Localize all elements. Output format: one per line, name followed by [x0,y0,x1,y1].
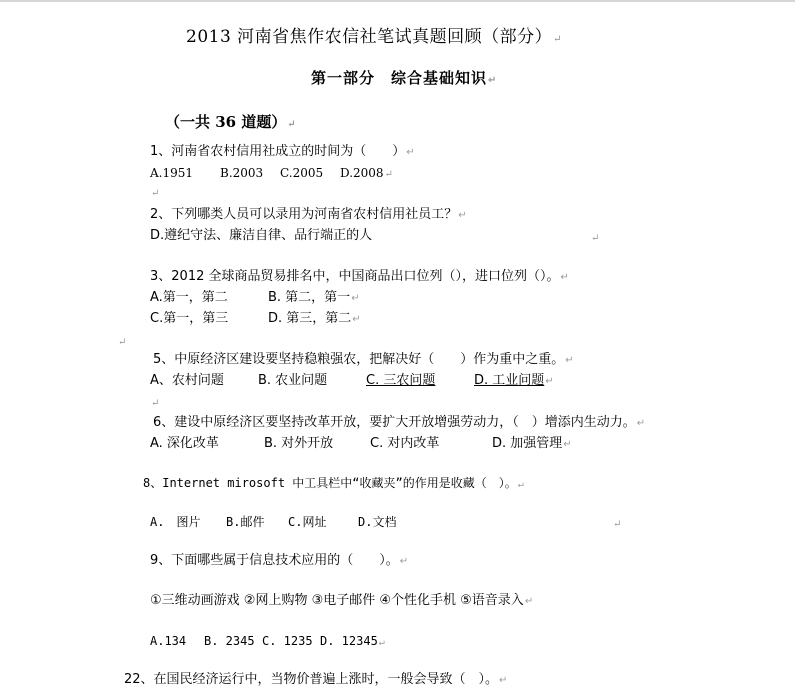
section-heading-text: 第一部分 综合基础知识 [311,69,488,87]
paragraph-mark: ↵ [591,233,600,244]
empty-paragraph [590,230,599,247]
question-5-text: 5、中原经济区建设要坚持稳粮强农，把解决好（ ）作为重中之重。 [153,352,565,367]
option-d: D.文档 [358,515,397,529]
paragraph-mark: ↵ [384,169,393,180]
option-c: C.网址 [288,515,327,529]
question-2-answer-text: D.遵纪守法、廉洁自律、品行端正的人 [150,228,373,243]
document-title [186,27,562,50]
question-2-text: 2、下列哪类人员可以录用为河南省农村信用社员工？ [150,207,458,222]
option-a: A. 深化改革 [150,436,219,451]
empty-paragraph [150,395,159,412]
question-8-options [150,514,396,530]
paragraph-mark: ↵ [553,34,563,45]
option-a: A、农村问题 [150,373,224,388]
question-9-stem [150,553,408,570]
section-heading [311,69,497,90]
question-1-text: 1、河南省农村信用社成立的时间为（ ） [150,144,406,159]
paragraph-mark: ↵ [352,314,361,325]
document-title-text: 2013 河南省焦作农信社笔试真题回顾（部分） [186,27,553,47]
question-count-text: （一共 36 道题） [165,113,287,131]
question-22-text: 22、在国民经济运行中，当物价普遍上涨时，一般会导致（ ）。 [124,672,499,687]
question-9-items [150,593,533,610]
paragraph-mark: ↵ [351,293,360,304]
option-d: D. 加强管理 [492,436,563,451]
option-a: A.第一，第二 [150,290,228,305]
question-8-stem [143,475,524,493]
paragraph-mark: ↵ [151,398,160,409]
paragraph-mark: ↵ [118,337,127,348]
question-6-text: 6、建设中原经济区要坚持改革开放，要扩大开放增强劳动力，（ ）增添内生动力。 [153,415,636,430]
question-2-answer [150,228,372,244]
paragraph-mark: ↵ [545,376,554,387]
option-c: C. 三农问题 [366,373,436,388]
option-d: D. 第三，第二 [268,311,352,326]
option-d: D. 12345 [320,634,378,648]
option-a: A.1951 [150,166,194,180]
option-d: D.2008 [340,166,384,180]
question-9-items-text: ①三维动画游戏 ②网上购物 ③电子邮件 ④个性化手机 ⑤语音录入 [150,593,524,608]
paragraph-mark: ↵ [560,272,569,283]
question-3-stem [150,269,569,286]
option-c: C. 1235 [262,634,313,648]
option-d: D. 工业问题 [474,373,545,388]
question-3-options-row-2 [150,311,361,328]
question-8-text: 8、Internet mirosoft 中工具栏中“收藏夹”的作用是收藏（ ）。 [143,476,517,490]
question-9-text: 9、下面哪些属于信息技术应用的（ ）。 [150,553,399,568]
option-c: C. 对内改革 [370,436,440,451]
paragraph-mark: ↵ [406,147,415,158]
question-5-options [150,373,554,390]
paragraph-mark: ↵ [499,675,508,686]
option-b: B.邮件 [226,515,265,529]
question-5-stem [153,352,574,369]
paragraph-mark: ↵ [378,637,385,648]
option-b: B. 对外开放 [264,436,334,451]
option-b: B. 2345 [204,634,255,648]
paragraph-mark: ↵ [613,519,622,530]
question-6-options [150,436,572,453]
option-b: B. 第二，第一 [268,290,351,305]
paragraph-mark: ↵ [563,439,572,450]
option-a: A.134 [150,634,187,648]
option-c: C.2005 [280,166,324,180]
page-top-edge [0,0,795,2]
paragraph-mark: ↵ [517,479,524,490]
question-2-stem [150,207,467,224]
paragraph-mark: ↵ [458,210,467,221]
paragraph-mark: ↵ [399,556,409,567]
paragraph-mark: ↵ [524,596,534,607]
question-3-options-row-1 [150,290,360,307]
question-6-stem [153,415,645,432]
paragraph-mark: ↵ [565,355,574,366]
paragraph-mark: ↵ [151,188,160,199]
option-b: B.2003 [220,166,264,180]
option-a: A. 图片 [150,515,201,529]
paragraph-mark: ↵ [287,119,296,130]
paragraph-mark: ↵ [636,418,646,429]
option-c: C.第一，第三 [150,311,229,326]
question-3-text: 3、2012 全球商品贸易排名中，中国商品出口位列（），进口位列（）。 [150,269,560,284]
question-count [165,113,296,134]
empty-paragraph [117,334,126,351]
option-b: B. 农业问题 [258,373,328,388]
empty-paragraph [150,185,159,202]
question-1-options [150,165,393,183]
question-22-stem [124,672,507,689]
paragraph-mark: ↵ [488,75,498,86]
empty-paragraph [612,516,621,533]
question-9-options [150,633,385,651]
question-1-stem [150,144,415,161]
